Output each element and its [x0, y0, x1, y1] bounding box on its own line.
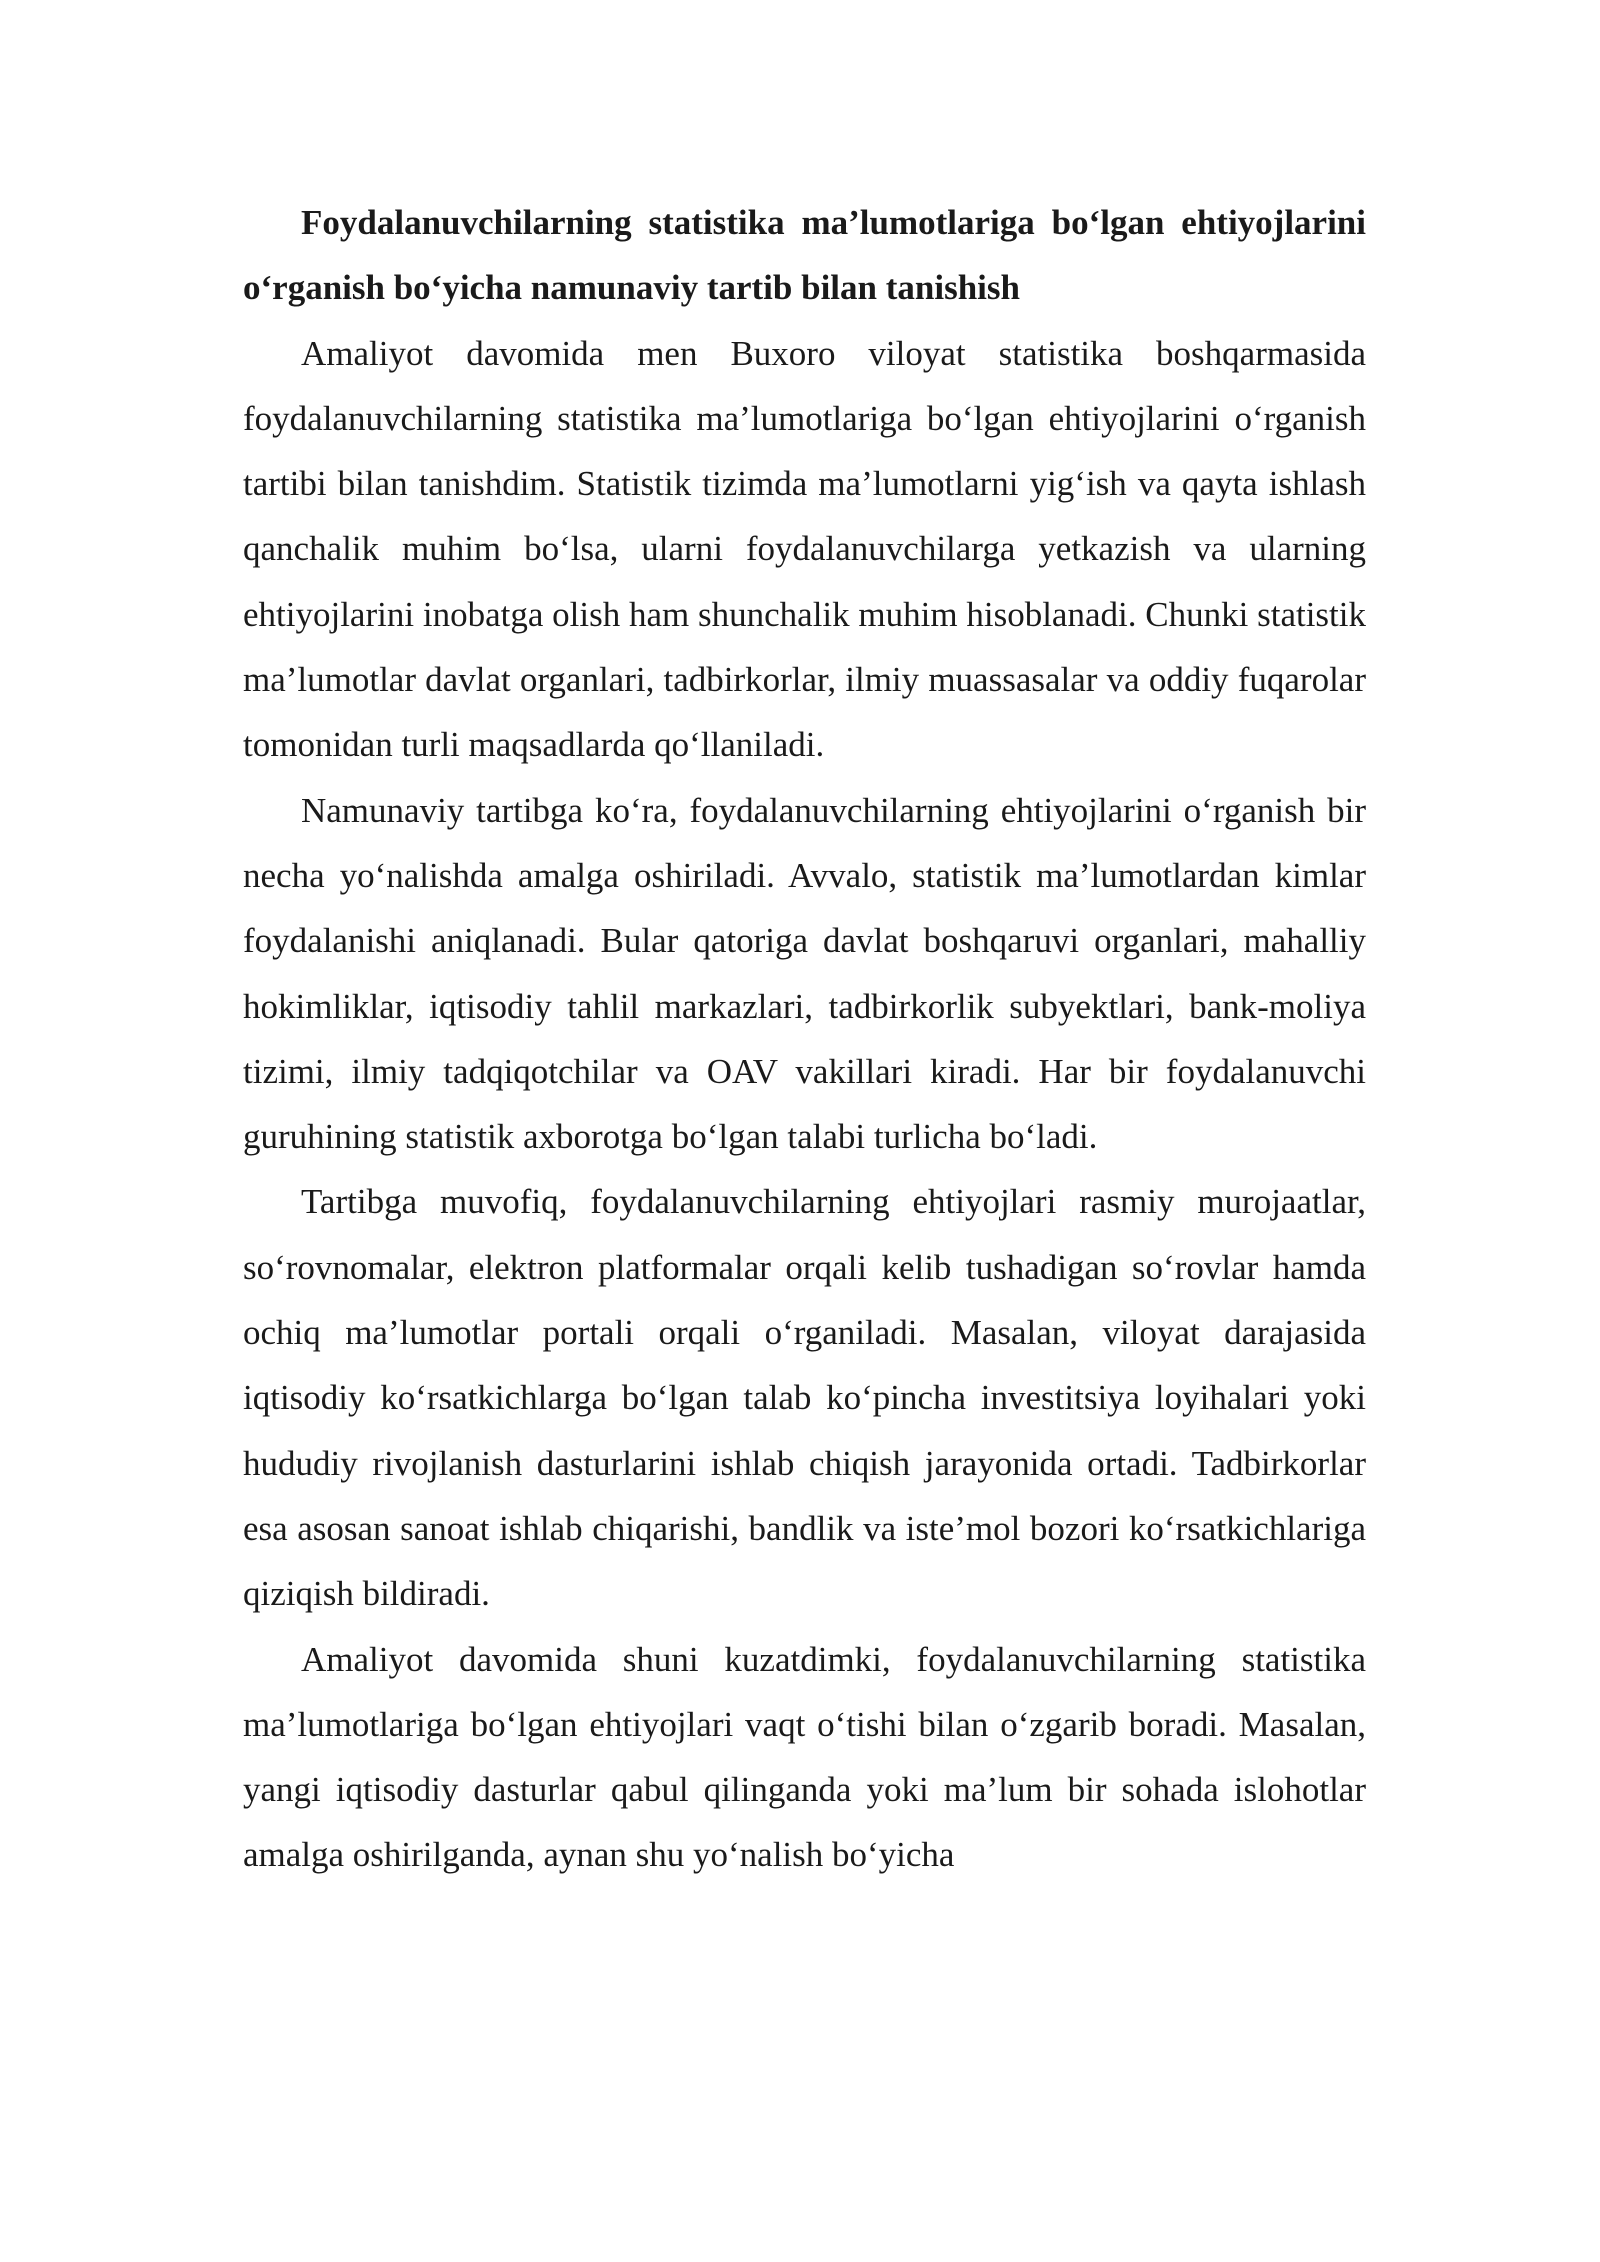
document-body [243, 190, 1366, 1888]
paragraph-2: Namunaviy tartibga ko‘ra, foydalanuvchilarning ehtiyojlarini o‘rganish bir necha yo‘nalishda amalga oshiriladi. Avvalo, statistik ma’lumotlardan kimlar foydalanishi aniqlanadi. Bular qatoriga davlat boshqaruvi organlari, mahalliy hokimliklar, iqtisodiy tahlil markazlari, tadbirkorlik subyektlari, bank-moliya tizimi, ilmiy tadqiqotchilar va OAV vakillari kiradi. Har bir foydalanuvchi guruhining statistik axborotga bo‘lgan talabi turlicha bo‘ladi. [243, 790, 1366, 1157]
paragraph-1: Amaliyot davomida men Buxoro viloyat statistika boshqarmasida foydalanuvchilarning statistika ma’lumotlariga bo‘lgan ehtiyojlarini o‘rganish tartibi bilan tanishdim. Statistik tizimda ma’lumotlarni yig‘ish va qayta ishlash qanchalik muhim bo‘lsa, ularni foydalanuvchilarga yetkazish va ularning ehtiyojlarini inobatga olish ham shunchalik muhim hisoblanadi. Chunki statistik ma’lumotlar davlat organlari, tadbirkorlar, ilmiy muassasalar va oddiy fuqarolar tomonidan turli maqsadlarda qo‘llaniladi. [243, 333, 1366, 765]
section-heading: Foydalanuvchilarning statistika ma’lumotlariga bo‘lgan ehtiyojlarini o‘rganish bo‘yicha namunaviy tartib bilan tanishish [243, 203, 1366, 308]
paragraph-4: Amaliyot davomida shuni kuzatdimki, foydalanuvchilarning statistika ma’lumotlariga bo‘lgan ehtiyojlari vaqt o‘tishi bilan o‘zgarib boradi. Masalan, yangi iqtisodiy dasturlar qabul qilinganda yoki ma’lum bir sohada islohotlar amalga oshirilganda, aynan shu yo‘nalish bo‘yicha [243, 1639, 1366, 1875]
paragraph-3: Tartibga muvofiq, foydalanuvchilarning ehtiyojlari rasmiy murojaatlar, so‘rovnomalar, elektron platformalar orqali kelib tushadigan so‘rovlar hamda ochiq ma’lumotlar portali orqali o‘rganiladi. Masalan, viloyat darajasida iqtisodiy ko‘rsatkichlarga bo‘lgan talab ko‘pincha investitsiya loyihalari yoki hududiy rivojlanish dasturlarini ishlab chiqish jarayonida ortadi. Tadbirkorlar esa asosan sanoat ishlab chiqarishi, bandlik va iste’mol bozori ko‘rsatkichlariga qiziqish bildiradi. [243, 1182, 1366, 1614]
